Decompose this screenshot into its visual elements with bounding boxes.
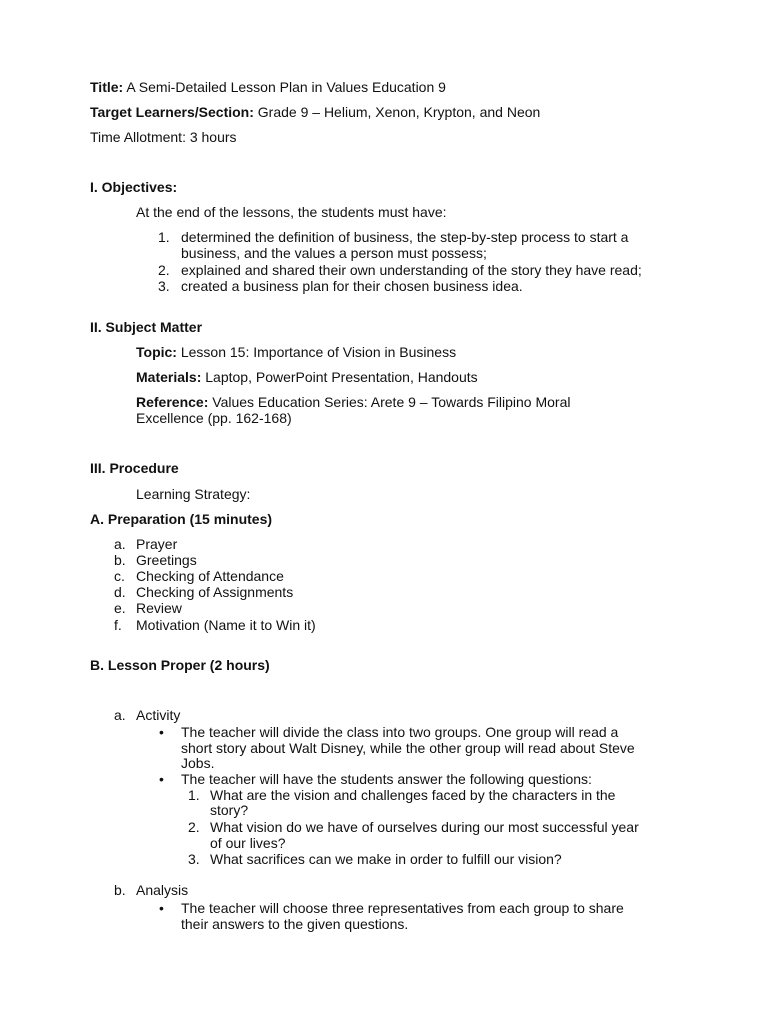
list-letter: b. (114, 882, 126, 898)
materials-label: Materials: (136, 369, 202, 385)
topic-label: Topic: (136, 344, 177, 360)
target-learners-label: Target Learners/Section: (90, 104, 254, 120)
preparation-item-prayer: Prayer (136, 536, 178, 552)
list-letter: b. (114, 552, 126, 568)
list-letter: a. (114, 707, 126, 723)
procedure-heading: III. Procedure (90, 460, 179, 476)
preparation-item-assignments: Checking of Assignments (136, 584, 294, 600)
learning-strategy: Learning Strategy: (136, 486, 251, 502)
question-3: What sacrifices can we make in order to fulfill our vision? (210, 851, 562, 867)
title-line (90, 79, 446, 95)
question-number: 1. (188, 787, 200, 803)
objective-item-2: explained and shared their own understanding of the story they have read; (181, 262, 642, 278)
reference-value-line2: Excellence (pp. 162-168) (136, 410, 292, 426)
objective-item-3: created a business plan for their chosen business idea. (181, 278, 523, 294)
question-number: 2. (188, 819, 200, 835)
question-2-line2: of our lives? (210, 835, 286, 851)
activity-bullet1-line3: Jobs. (181, 755, 215, 771)
objectives-heading: I. Objectives: (90, 179, 178, 195)
reference-value-line1: Values Education Series: Arete 9 – Towards Filipino Moral (212, 394, 571, 410)
reference-label: Reference: (136, 394, 209, 410)
bullet-icon: • (159, 724, 164, 740)
analysis-bullet1-line1: The teacher will choose three representatives from each group to share (181, 900, 624, 916)
target-learners-value: Grade 9 – Helium, Xenon, Krypton, and Neon (257, 104, 541, 120)
reference-line (136, 394, 571, 410)
preparation-heading: A. Preparation (15 minutes) (90, 511, 273, 527)
analysis-label: Analysis (136, 882, 189, 898)
objective-item-1-line1: determined the definition of business, the step-by-step process to start a (181, 229, 629, 245)
objective-number: 3. (158, 278, 170, 294)
question-1-line2: story? (210, 802, 249, 818)
activity-label: Activity (136, 707, 181, 723)
list-letter: a. (114, 536, 126, 552)
question-2-line1: What vision do we have of ourselves during our most successful year (210, 819, 639, 835)
objective-number: 2. (158, 262, 170, 278)
time-allotment: Time Allotment: 3 hours (90, 129, 237, 145)
title-label: Title: (90, 79, 124, 95)
activity-bullet1-line1: The teacher will divide the class into two groups. One group will read a (181, 724, 619, 740)
materials-line (136, 369, 478, 385)
subject-matter-heading: II. Subject Matter (90, 319, 203, 335)
analysis-bullet1-line2: their answers to the given questions. (181, 916, 409, 932)
objective-number: 1. (158, 229, 170, 245)
preparation-item-motivation: Motivation (Name it to Win it) (136, 617, 316, 633)
list-letter: d. (114, 584, 126, 600)
list-letter: f. (114, 617, 122, 633)
list-letter: c. (114, 568, 125, 584)
materials-value: Laptop, PowerPoint Presentation, Handouts (205, 369, 478, 385)
preparation-item-attendance: Checking of Attendance (136, 568, 284, 584)
activity-bullet2: The teacher will have the students answer the following questions: (181, 771, 592, 787)
bullet-icon: • (159, 771, 164, 787)
topic-line (136, 344, 456, 360)
objectives-intro: At the end of the lessons, the students must have: (136, 204, 447, 220)
target-learners-line (90, 104, 540, 120)
title-value: A Semi-Detailed Lesson Plan in Values Education 9 (126, 79, 446, 95)
activity-bullet1-line2: short story about Walt Disney, while the other group will read about Steve (181, 740, 635, 756)
preparation-item-greetings: Greetings (136, 552, 197, 568)
lesson-proper-heading: B. Lesson Proper (2 hours) (90, 657, 270, 673)
question-1-line1: What are the vision and challenges faced by the characters in the (210, 787, 616, 803)
bullet-icon: • (159, 900, 164, 916)
question-number: 3. (188, 851, 200, 867)
preparation-item-review: Review (136, 600, 182, 616)
topic-value: Lesson 15: Importance of Vision in Business (180, 344, 457, 360)
list-letter: e. (114, 600, 126, 616)
objective-item-1-line2: business, and the values a person must possess; (181, 245, 487, 261)
